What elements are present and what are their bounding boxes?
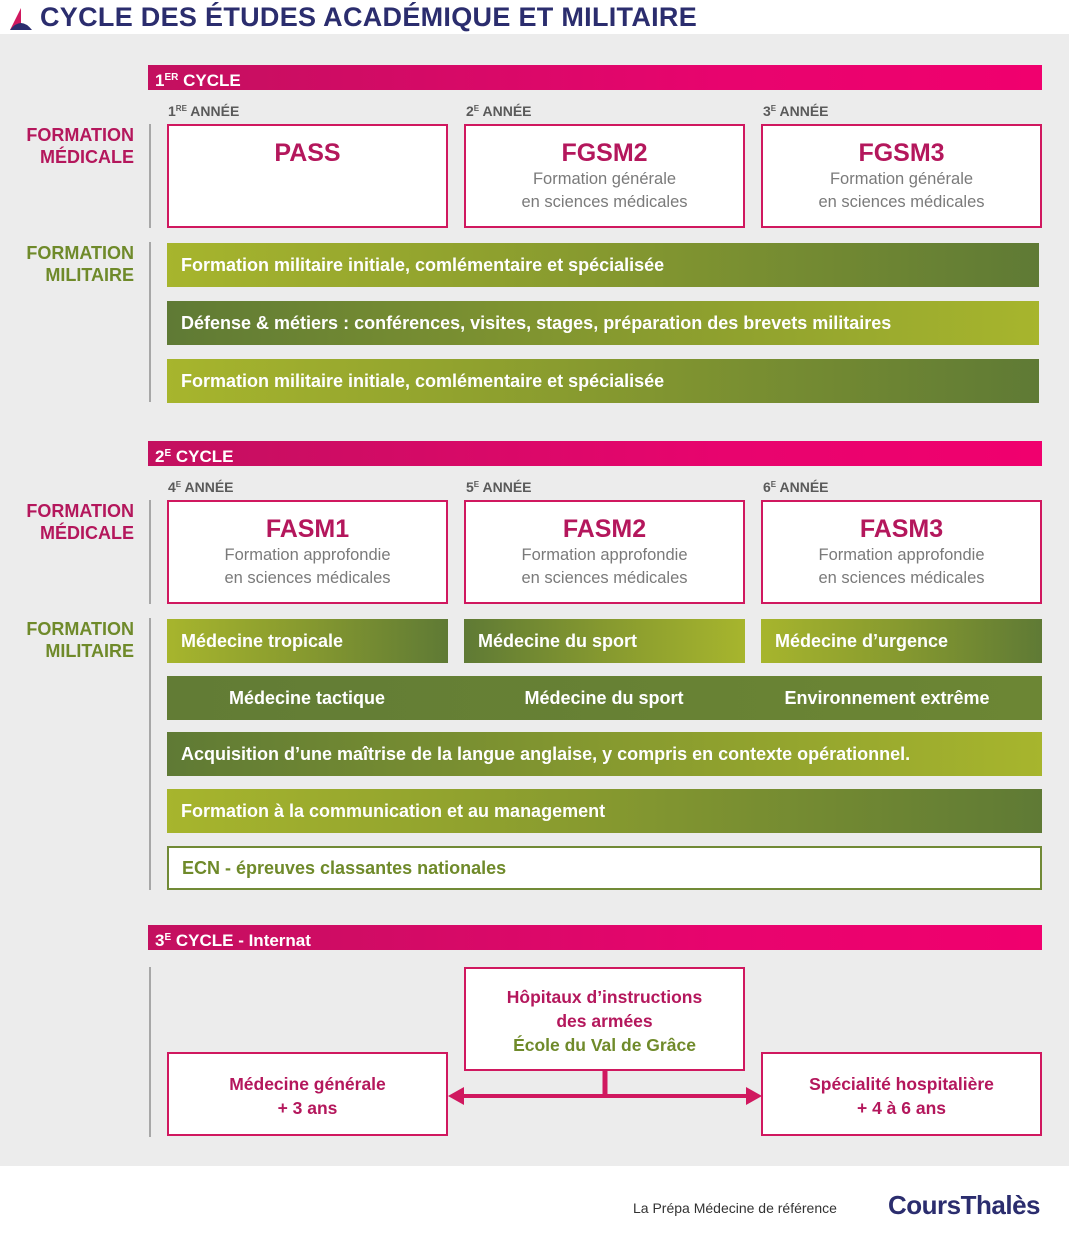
fgsm2-desc-1: Formation générale [532, 170, 677, 188]
hospital-line-1: Hôpitaux d’instructions [506, 987, 703, 1007]
military-bar-1: Formation militaire initiale, comlémentaire et spécialisée [167, 243, 1039, 287]
fasm1-box [167, 500, 448, 604]
military-bar-3: Formation militaire initiale, comlémentaire et spécialisée [167, 359, 1039, 403]
management-bar: Formation à la communication et au management [167, 789, 1042, 833]
fasm2-desc-2: en sciences médicales [521, 569, 688, 587]
logo-mark-icon [8, 6, 34, 32]
pass-code: PASS [274, 139, 341, 167]
year-4-label: $4^E$ ANNÉE [168, 479, 234, 495]
fasm2-code: FASM2 [562, 515, 647, 543]
fasm1-desc-2: en sciences médicales [224, 569, 391, 587]
cycle-2-header: $2^E$ CYCLE [148, 441, 1042, 466]
footer-tagline: La Prépa Médecine de référence [633, 1200, 837, 1216]
specialty-sport: Médecine du sport [464, 619, 745, 663]
military-bar-2: Défense & métiers : conférences, visites, stages, préparation des brevets militaires [167, 301, 1039, 345]
pass-box [167, 124, 448, 228]
specialty-line-2: + 4 à 6 ans [856, 1098, 947, 1118]
tactical-environnement: Environnement extrême [784, 688, 990, 708]
specialty-urgence: Médecine d’urgence [761, 619, 1042, 663]
arrow-left-icon [448, 1087, 464, 1105]
formation-militaire-label: FORMATION MILITAIRE [26, 243, 134, 285]
val-de-grace: École du Val de Grâce [513, 1035, 696, 1055]
cycle-2-mil-divider [149, 618, 151, 890]
year-3-label: $3^E$ ANNÉE [763, 103, 829, 119]
specialty-line-1: Spécialité hospitalière [809, 1074, 994, 1094]
hospital-line-2: des armées [556, 1011, 653, 1031]
arrow-right-icon [746, 1087, 762, 1105]
general-line-1: Médecine générale [229, 1074, 386, 1094]
formation-medicale-label: FORMATION MÉDICALE [26, 125, 134, 167]
year-5-label: $5^E$ ANNÉE [466, 479, 532, 495]
cycle-1-mil-divider [149, 242, 151, 402]
formation-medicale-label-2: FORMATION MÉDICALE [26, 501, 134, 543]
fgsm2-box [464, 124, 745, 228]
fasm1-code: FASM1 [265, 515, 350, 543]
fgsm2-code: FGSM2 [561, 139, 648, 167]
fgsm2-desc-2: en sciences médicales [521, 193, 688, 211]
tactical-medecine-tactique: Médecine tactique [228, 688, 386, 708]
year-2-label: $2^E$ ANNÉE [466, 103, 532, 119]
fgsm3-desc-1: Formation générale [829, 170, 974, 188]
fasm3-code: FASM3 [859, 515, 944, 543]
branch-arrows [440, 1070, 770, 1110]
year-6-label: $6^E$ ANNÉE [763, 479, 829, 495]
english-bar: Acquisition d’une maîtrise de la langue anglaise, y compris en contexte opérationnel. [167, 732, 1042, 776]
fasm1-desc-1: Formation approfondie [224, 546, 391, 564]
cycle-2-med-divider [149, 500, 151, 604]
tactical-bar [167, 676, 1042, 720]
tactical-medecine-sport: Médecine du sport [524, 688, 684, 708]
page-title: CYCLE DES ÉTUDES ACADÉMIQUE ET MILITAIRE [40, 2, 698, 32]
fasm2-desc-1: Formation approfondie [521, 546, 688, 564]
cycle-3-header: $3^E$ CYCLE - Internat [148, 925, 1042, 950]
fasm3-desc-2: en sciences médicales [818, 569, 985, 587]
cycle-1-med-divider [149, 124, 151, 228]
year-1-label: 1RE ANNÉE [168, 103, 240, 119]
general-line-2: + 3 ans [277, 1098, 338, 1118]
specialty-tropicale: Médecine tropicale [167, 619, 448, 663]
fasm2-box [464, 500, 745, 604]
hospital-specialty-box [761, 1052, 1042, 1136]
fgsm3-desc-2: en sciences médicales [818, 193, 985, 211]
hospital-box [464, 967, 745, 1071]
fgsm3-box [761, 124, 1042, 228]
ecn-box: ECN - épreuves classantes nationales [167, 846, 1042, 890]
formation-militaire-label-2: FORMATION MILITAIRE [26, 619, 134, 661]
fgsm3-code: FGSM3 [858, 139, 945, 167]
cycle-1-header: 1ER CYCLE [148, 65, 1042, 90]
fasm3-box [761, 500, 1042, 604]
coursthales-logo: CoursThalès [888, 1190, 1040, 1220]
general-medicine-box [167, 1052, 448, 1136]
cycle-3-divider [149, 967, 151, 1137]
fasm3-desc-1: Formation approfondie [818, 546, 985, 564]
